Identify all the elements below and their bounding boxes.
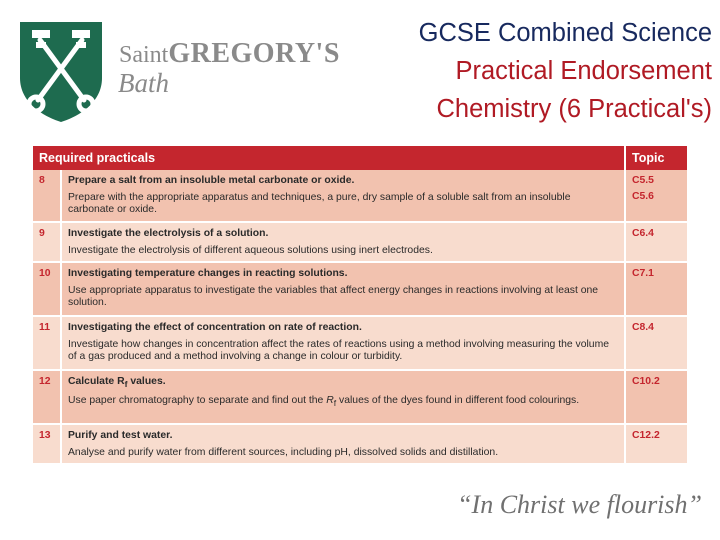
practical-number: 10	[33, 262, 61, 316]
practical-number: 8	[33, 170, 61, 222]
practical-description: Use appropriate apparatus to investigate the variables that affect energy changes in reactions involving at least one solution.	[68, 284, 599, 308]
brand-saint: Saint	[119, 42, 169, 68]
practical-title	[68, 376, 618, 391]
header-practicals: Required practicals	[33, 146, 625, 170]
practical-title: Investigating temperature changes in reacting solutions.	[68, 268, 348, 279]
required-practicals-table	[33, 146, 687, 465]
practical-title: Investigating the effect of concentration on rate of reaction.	[68, 322, 362, 333]
topic-cell	[625, 222, 687, 262]
topic-code: C5.6	[632, 190, 654, 202]
crossed-keys-shield-icon	[18, 20, 104, 124]
topic-code: C5.5	[632, 175, 654, 186]
practical-cell	[61, 316, 625, 370]
page-title	[340, 14, 712, 128]
topic-cell	[625, 316, 687, 370]
topic-code: C7.1	[632, 268, 654, 279]
brand-name: GREGORY'S	[168, 38, 340, 69]
desc-subscript: f	[333, 397, 337, 408]
practical-cell	[61, 262, 625, 316]
practical-number: 12	[33, 370, 61, 424]
practical-number: 13	[33, 424, 61, 464]
practical-cell	[61, 222, 625, 262]
topic-code: C12.2	[632, 430, 660, 441]
practical-description: Investigate how changes in concentration affect the rates of reactions using a method involving measuring the volume of a gas produced and a method involving a change in colour or turbidity.	[68, 338, 610, 362]
practical-number: 11	[33, 316, 61, 370]
topic-code: C8.4	[632, 322, 654, 333]
title-line-2: Practical Endorsement	[455, 57, 712, 85]
table-row	[33, 424, 687, 464]
practical-title: Purify and test water.	[68, 430, 173, 441]
practical-description: Investigate the electrolysis of different aqueous solutions using inert electrodes.	[68, 244, 433, 256]
table-row	[33, 316, 687, 370]
practical-number: 9	[33, 222, 61, 262]
table-row	[33, 222, 687, 262]
school-name	[119, 40, 340, 97]
topic-cell	[625, 424, 687, 464]
table-header-row	[33, 146, 687, 170]
topic-cell	[625, 170, 687, 222]
practical-cell	[61, 170, 625, 222]
school-logo	[18, 20, 340, 124]
desc-symbol: R	[326, 394, 334, 406]
table-row	[33, 370, 687, 424]
topic-code: C6.4	[632, 228, 654, 239]
practical-cell	[61, 370, 625, 424]
practical-description: Analyse and purify water from different sources, including pH, dissolved solids and distillation.	[68, 446, 499, 458]
desc-part: Use paper chromatography to separate and find out the	[68, 394, 327, 406]
school-motto: “In Christ we flourish”	[457, 490, 702, 519]
topic-cell	[625, 262, 687, 316]
title-part: Calculate R	[68, 376, 125, 387]
brand-place: Bath	[118, 68, 169, 98]
practical-description: Prepare with the appropriate apparatus and techniques, a pure, dry sample of a soluble salt from an insoluble carbonate or oxide.	[68, 191, 571, 215]
table-row	[33, 262, 687, 316]
title-subscript: f	[124, 379, 128, 390]
practical-description	[68, 395, 618, 410]
practical-title: Prepare a salt from an insoluble metal carbonate or oxide.	[68, 175, 355, 186]
topic-code: C10.2	[632, 376, 660, 387]
desc-part: values of the dyes found in different food colourings.	[336, 394, 580, 406]
table-row	[33, 170, 687, 222]
title-line-1: GCSE Combined Science	[418, 19, 712, 47]
practical-title: Investigate the electrolysis of a solution.	[68, 228, 269, 239]
title-part: values.	[127, 376, 166, 387]
topic-cell	[625, 370, 687, 424]
header-topic: Topic	[625, 146, 687, 170]
title-line-3: Chemistry (6 Practical's)	[436, 95, 712, 123]
practical-cell	[61, 424, 625, 464]
